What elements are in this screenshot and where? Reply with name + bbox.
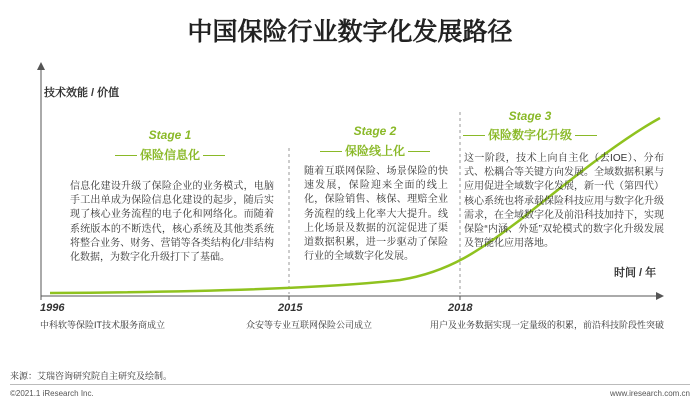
y-axis-label: 技术效能 / 价值	[44, 87, 120, 99]
stage-3-description: 这一阶段，技术上向自主化（去IOE）、分布式、松耦合等关键方向发展。全域数据积累与应用促进全域数字化发展，新一代（第四代）核心系统也将承载保险科技应用与数字化升级需求，在全域数字化及前沿科技加持下，实现保险“内涵、外延”双轮模式的数字化升级发展及智能化应用落地。	[464, 153, 664, 250]
stage-1-subtitle	[90, 146, 250, 163]
page-title: 中国保险行业数字化发展路径	[187, 18, 513, 46]
timeline-event-2015: 众安等专业互联网保险公司成立	[246, 320, 373, 330]
stage-3-subtitle	[455, 126, 605, 143]
stage-2-subtitle-line-left	[320, 151, 342, 152]
timeline-event-2018: 用户及业务数据实现一定量级的积累，前沿科技阶段性突破	[430, 320, 665, 330]
timeline-year-2015: 2015	[278, 302, 303, 314]
x-axis-arrow	[656, 292, 664, 300]
stage-2-subtitle-text: 保险线上化	[344, 144, 405, 158]
stage-1-description: 信息化建设升级了保险企业的业务模式，电脑手工出单成为保险信息化建设的起步，随后实现了核心业务流程的电子化和网络化。而随着系统版本的不断迭代，核心系统及其他类系统将整合业务、财务、营销等各类结构化/非结构化数据，为数字化升级打下了基础。	[70, 181, 274, 264]
footer-divider	[10, 384, 690, 385]
stage-1-name: Stage 1	[148, 128, 192, 142]
website: www.iresearch.com.cn	[609, 389, 690, 398]
stage-1-subtitle-line-left	[115, 155, 137, 156]
stage-2-description: 随着互联网保险、场景保险的快速发展，保险迎来全面的线上化，保险销售、核保、理赔全业务流程的线上化率大大提升。线上化场景及数据的沉淀促进了渠道数据积累，进一步驱动了保险行业的全域数字化发展。	[304, 166, 448, 263]
stage-3-subtitle-line-right	[575, 135, 597, 136]
stage-3-name: Stage 3	[508, 109, 552, 123]
stage-1-subtitle-text: 保险信息化	[139, 148, 200, 162]
stage-1-subtitle-line-right	[203, 155, 225, 156]
stage-2-subtitle-line-right	[408, 151, 430, 152]
stage-3-subtitle-text: 保险数字化升级	[487, 128, 572, 142]
stage-2-name: Stage 2	[353, 124, 397, 138]
timeline-event-1996: 中科软等保险IT技术服务商成立	[40, 320, 165, 330]
stage-2-subtitle	[300, 142, 450, 159]
stage-3-subtitle-line-left	[463, 135, 485, 136]
timeline-year-2018: 2018	[448, 302, 473, 314]
copyright: ©2021.1 iResearch Inc.	[10, 389, 94, 398]
source-note: 来源：艾瑞咨询研究院自主研究及绘制。	[10, 371, 173, 381]
timeline-year-1996: 1996	[40, 302, 65, 314]
x-axis-label: 时间 / 年	[614, 267, 657, 279]
y-axis-arrow	[37, 62, 45, 70]
